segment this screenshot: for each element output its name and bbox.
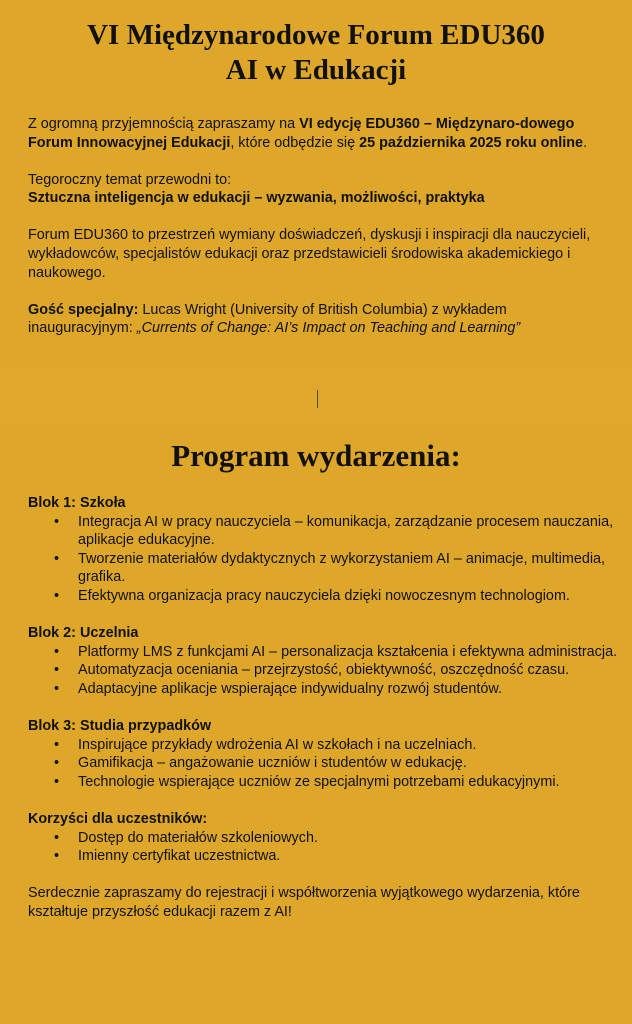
separator-band <box>0 368 632 430</box>
bullet-icon: • <box>54 848 60 865</box>
theme-title: Sztuczna inteligencja w edukacji – wyzwania, możliwości, praktyka <box>28 190 485 207</box>
bullet-icon: • <box>54 550 60 567</box>
page-title <box>0 18 632 88</box>
title-line-2: AI w Edukacji <box>225 54 407 86</box>
list-item-text: Imienny certyfikat uczestnictwa. <box>78 848 281 865</box>
list-item <box>28 661 618 680</box>
event-date: 25 października 2025 roku online <box>359 134 584 151</box>
list-item <box>28 754 618 773</box>
bullet-icon: • <box>54 829 60 846</box>
program-section <box>28 494 618 922</box>
list-item-text: Automatyzacja oceniania – przejrzystość, obiektywność, oszczędność czasu. <box>78 662 570 679</box>
closing-paragraph: Serdecznie zapraszamy do rejestracji i współtworzenia wyjątkowego wydarzenia, które kształtuje przyszłość edukacji razem z AI! <box>28 885 580 921</box>
intro-text-a: Z ogromną przyjemnością zapraszamy na <box>28 116 300 132</box>
block-title: Blok 3: Studia przypadków <box>28 718 212 735</box>
intro-text-c: , które odbędzie się <box>230 134 360 151</box>
bullet-icon: • <box>54 736 60 753</box>
list-item-text: Efektywna organizacja pracy nauczyciela dzięki nowoczesnym technologiom. <box>78 587 570 604</box>
program-heading: Program wydarzenia: <box>171 438 461 473</box>
bullet-icon: • <box>54 643 60 660</box>
guest-label: Gość specjalny: <box>28 301 139 318</box>
intro-text-e: . <box>583 134 588 151</box>
block-title: Korzyści dla uczestników: <box>28 811 208 828</box>
list-item <box>28 587 618 606</box>
list-item-text: Platformy LMS z funkcjami AI – personalizacja kształcenia i efektywna administracja. <box>78 643 618 660</box>
block-list <box>28 736 618 792</box>
edition-name: VI edycję EDU360 – Międzynaro-dowego Forum Innowacyjnej Edukacji <box>28 116 575 151</box>
list-item <box>28 847 618 866</box>
intro-paragraph <box>28 115 614 153</box>
guest-talk-title: „Currents of Change: AI’s Impact on Teaching and Learning” <box>136 320 521 337</box>
list-item <box>28 550 618 587</box>
list-item <box>28 736 618 755</box>
theme-lead: Tegoroczny temat przewodni to: <box>28 171 232 188</box>
block-2 <box>28 624 618 698</box>
bullet-icon: • <box>54 755 60 772</box>
bullet-icon: • <box>54 680 60 697</box>
intro-section <box>28 115 614 356</box>
list-item <box>28 513 618 550</box>
list-item-text: Integracja AI w pracy nauczyciela – komunikacja, zarządzanie procesem nauczania, aplikacje edukacyjne. <box>78 513 614 549</box>
list-item-text: Tworzenie materiałów dydaktycznych z wykorzystaniem AI – animacje, multimedia, grafika. <box>78 550 606 586</box>
list-item-text: Adaptacyjne aplikacje wspierające indywidualny rozwój studentów. <box>78 680 502 697</box>
list-item-text: Technologie wspierające uczniów ze specjalnymi potrzebami edukacyjnymi. <box>78 773 560 790</box>
bullet-icon: • <box>54 662 60 679</box>
bullet-icon: • <box>54 513 60 530</box>
block-list <box>28 829 618 866</box>
bullet-icon: • <box>54 587 60 604</box>
forum-description: Forum EDU360 to przestrzeń wymiany doświadczeń, dyskusji i inspiracji dla nauczycieli, wykładowców, specjalistów edukacji oraz przedstawicieli środowiska akademickiego i naukowego. <box>28 227 591 281</box>
list-item <box>28 773 618 792</box>
block-title: Blok 2: Uczelnia <box>28 625 139 642</box>
guest-paragraph <box>28 301 614 339</box>
block-1 <box>28 494 618 606</box>
list-item-text: Dostęp do materiałów szkoleniowych. <box>78 829 318 846</box>
list-item <box>28 829 618 848</box>
bullet-icon: • <box>54 773 60 790</box>
block-list <box>28 513 618 606</box>
list-item-text: Gamifikacja – angażowanie uczniów i studentów w edukację. <box>78 755 467 772</box>
block-3 <box>28 717 618 791</box>
list-item <box>28 680 618 699</box>
theme-paragraph <box>28 171 614 209</box>
benefits-block <box>28 810 618 866</box>
guest-text: Lucas Wright (University of British Columbia) z wykładem inauguracyjnym: <box>28 301 507 337</box>
list-item <box>28 643 618 662</box>
block-list <box>28 643 618 699</box>
list-item-text: Inspirujące przykłady wdrożenia AI w szkołach i na uczelniach. <box>78 736 477 753</box>
text-cursor-mark <box>317 390 318 408</box>
title-line-1: VI Międzynarodowe Forum EDU360 <box>87 19 545 51</box>
block-title: Blok 1: Szkoła <box>28 495 126 511</box>
program-blocks <box>28 494 618 866</box>
